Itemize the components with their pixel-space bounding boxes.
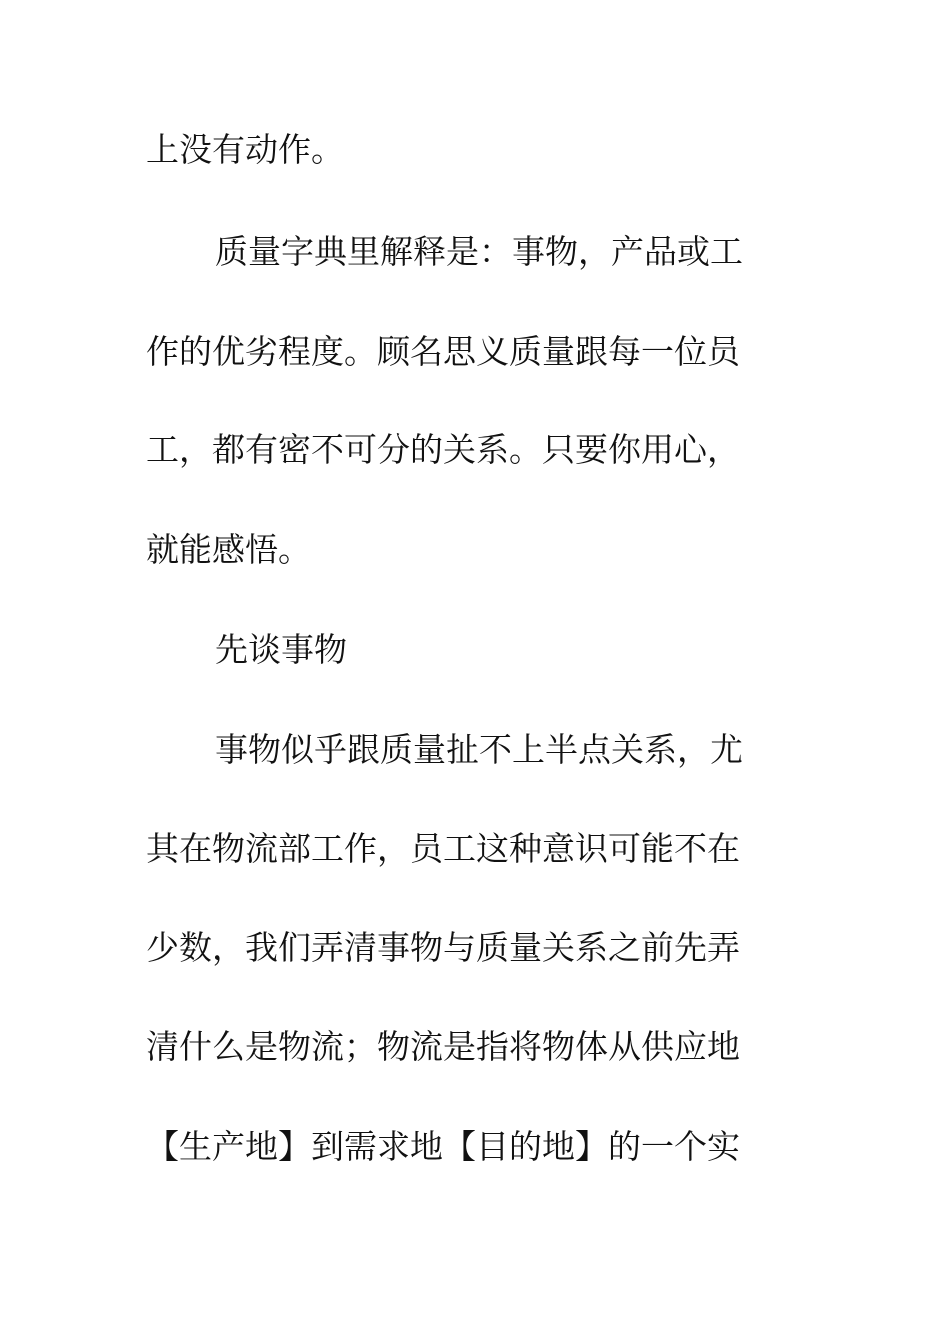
text-line-1: 上没有动作。	[146, 130, 344, 169]
text-line-11: 【生产地】到需求地【目的地】的一个实	[146, 1127, 740, 1166]
text-line-9: 少数，我们弄清事物与质量关系之前先弄	[146, 928, 740, 967]
text-line-3: 作的优劣程度。顾名思义质量跟每一位员	[146, 332, 740, 371]
text-line-5: 就能感悟。	[146, 530, 311, 569]
text-line-2: 质量字典里解释是：事物，产品或工	[215, 232, 743, 271]
text-line-7: 事物似乎跟质量扯不上半点关系，尤	[215, 730, 743, 769]
text-line-6: 先谈事物	[215, 630, 347, 669]
text-line-4: 工，都有密不可分的关系。只要你用心，	[146, 430, 740, 469]
text-line-10: 清什么是物流；物流是指将物体从供应地	[146, 1027, 740, 1066]
text-line-8: 其在物流部工作，员工这种意识可能不在	[146, 829, 740, 868]
